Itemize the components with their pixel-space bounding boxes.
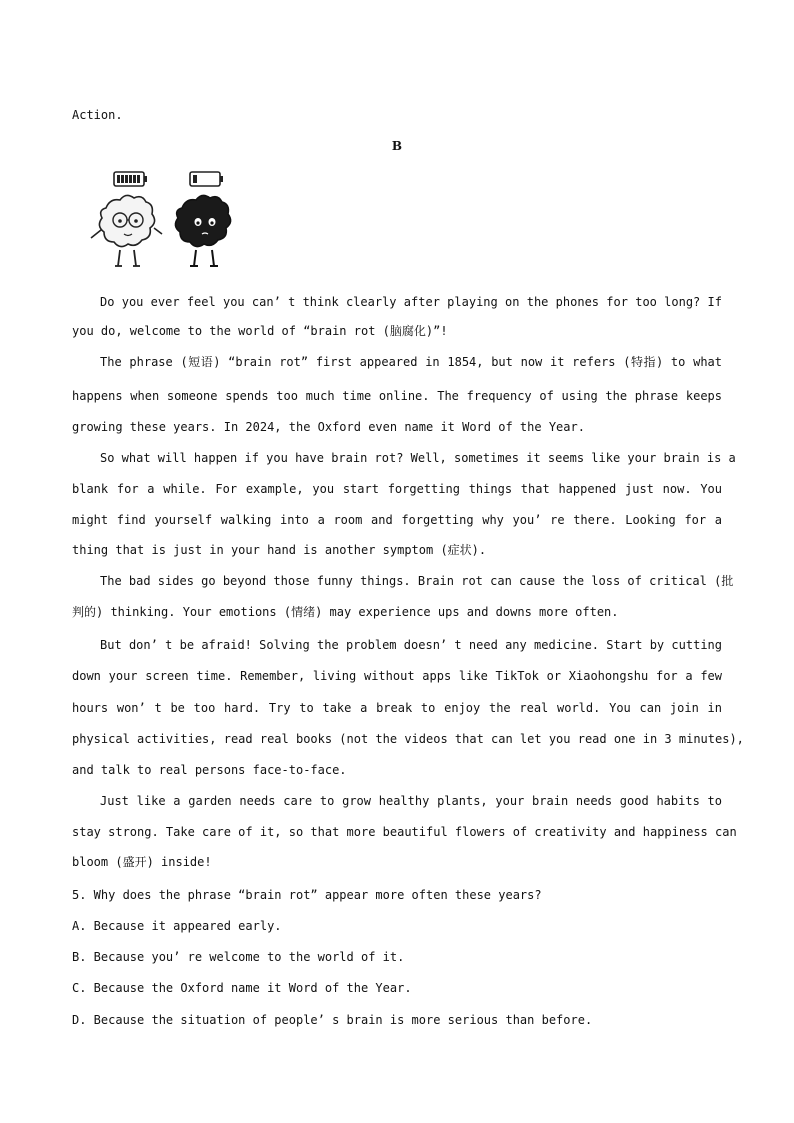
passage-line: stay strong. Take care of it, so that more beautiful flowers of creativity and happiness can <box>72 825 737 839</box>
passage-line: So what will happen if you have brain rot? Well, sometimes it seems like your brain is a <box>100 451 736 465</box>
answer-option-d: D. Because the situation of people’ s brain is more serious than before. <box>72 1013 593 1027</box>
passage-line: blank for a while. For example, you start forgetting things that happened just now. You <box>72 482 722 496</box>
passage-line: might find yourself walking into a room and forgetting why you’ re there. Looking for a <box>72 513 722 527</box>
answer-option-c: C. Because the Oxford name it Word of the Year. <box>72 981 412 995</box>
passage-line: growing these years. In 2024, the Oxford even name it Word of the Year. <box>72 420 585 434</box>
question-stem: 5. Why does the phrase “brain rot” appear more often these years? <box>72 888 542 902</box>
dark-fuzzy-creature-icon <box>175 195 230 266</box>
previous-passage-fragment: Action. <box>72 108 123 122</box>
passage-line: and talk to real persons face-to-face. <box>72 763 347 777</box>
passage-line: 判的) thinking. Your emotions (情绪) may experience ups and downs more often. <box>72 605 619 619</box>
passage-line: you do, welcome to the world of “brain rot (脑腐化)”! <box>72 324 448 338</box>
passage-line: hours won’ t be too hard. Try to take a break to enjoy the real world. You can join in <box>72 701 722 715</box>
passage-line: bloom (盛开) inside! <box>72 855 212 869</box>
passage-line: down your screen time. Remember, living without apps like TikTok or Xiaohongshu for a few <box>72 669 722 683</box>
empty-battery-icon <box>190 172 223 186</box>
answer-option-a: A. Because it appeared early. <box>72 919 282 933</box>
passage-line: physical activities, read real books (not the videos that can let you read one in 3 minutes), <box>72 732 744 746</box>
full-battery-icon <box>114 172 147 186</box>
passage-illustration <box>86 168 266 272</box>
passage-line: thing that is just in your hand is another symptom (症状). <box>72 543 487 557</box>
passage-line: But don’ t be afraid! Solving the problem doesn’ t need any medicine. Start by cutting <box>100 638 722 652</box>
passage-line: The phrase (短语) “brain rot” first appeared in 1854, but now it refers (特指) to what <box>100 355 722 369</box>
fluffy-creature-with-glasses-icon <box>91 195 162 266</box>
passage-line: Do you ever feel you can’ t think clearly after playing on the phones for too long? If <box>100 295 722 309</box>
answer-option-b: B. Because you’ re welcome to the world of it. <box>72 950 405 964</box>
section-letter: B <box>391 139 403 153</box>
passage-line: Just like a garden needs care to grow healthy plants, your brain needs good habits to <box>100 794 722 808</box>
passage-line: happens when someone spends too much time online. The frequency of using the phrase keeps <box>72 389 722 403</box>
passage-line: The bad sides go beyond those funny things. Brain rot can cause the loss of critical (批 <box>100 574 734 588</box>
